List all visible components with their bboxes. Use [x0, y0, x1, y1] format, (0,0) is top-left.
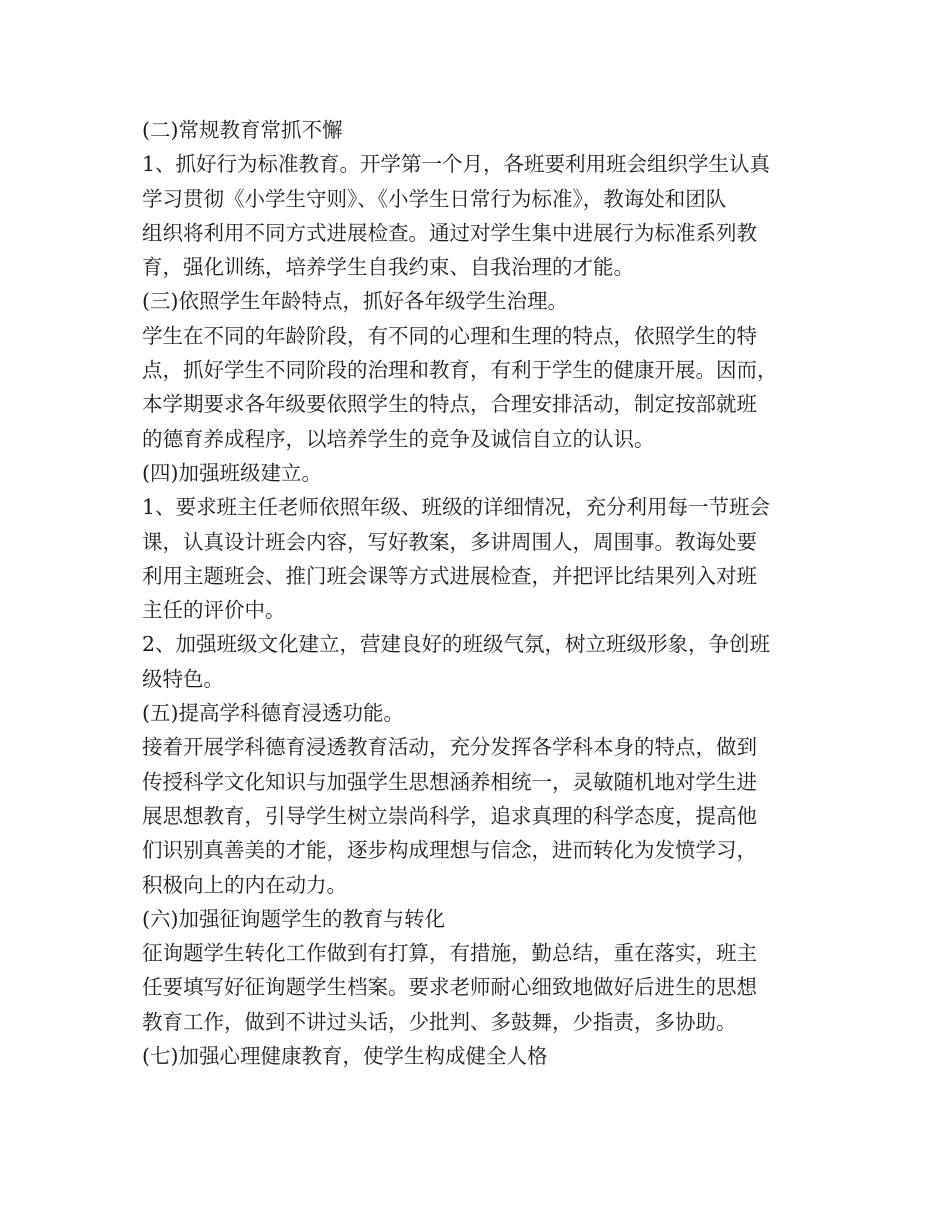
paragraph-line: 接着开展学科德育浸透教育活动，充分发挥各学科本身的特点，做到	[142, 735, 757, 760]
paragraph-line: 利用主题班会、推门班会课等方式进展检查，并把评比结果列入对班	[142, 563, 757, 588]
document-body	[142, 113, 814, 1073]
paragraph-line: 级特色。	[142, 666, 224, 691]
paragraph-line: 育，强化训练，培养学生自我约束、自我治理的才能。	[142, 255, 634, 280]
paragraph-line: 展思想教育，引导学生树立崇尚科学，追求真理的科学态度，提高他	[142, 803, 757, 828]
paragraph-line: 们识别真善美的才能，逐步构成理想与信念，进而转化为发愤学习，	[142, 838, 757, 863]
paragraph-line: 教育工作，做到不讲过头话，少批判、多鼓舞，少指责，多协助。	[142, 1009, 737, 1034]
paragraph-line: 积极向上的内在动力。	[142, 872, 347, 897]
paragraph-line: 主任的评价中。	[142, 598, 286, 623]
paragraph-line: 学生在不同的年龄阶段，有不同的心理和生理的特点，依照学生的特	[142, 323, 757, 348]
paragraph-line: 1、要求班主任老师依照年级、班级的详细情况，充分利用每一节班会	[142, 495, 771, 520]
heading-section-4: (四)加强班级建立。	[142, 460, 322, 485]
paragraph-line: 点，抓好学生不同阶段的治理和教育，有利于学生的健康开展。因而，	[142, 358, 778, 383]
paragraph-line: 本学期要求各年级要依照学生的特点，合理安排活动，制定按部就班	[142, 392, 757, 417]
paragraph-line: 学习贯彻《小学生守则》、《小学生日常行为标准》，教诲处和团队	[142, 186, 727, 211]
heading-section-5: (五)提高学科德育浸透功能。	[142, 701, 404, 726]
paragraph-line: 的德育养成程序，以培养学生的竞争及诚信自立的认识。	[142, 426, 655, 451]
paragraph-line: 课，认真设计班会内容，写好教案，多讲周围人，周围事。教诲处要	[142, 529, 757, 554]
paragraph-line: 征询题学生转化工作做到有打算，有措施，勤总结，重在落实，班主	[142, 941, 757, 966]
heading-section-6: (六)加强征询题学生的教育与转化	[142, 906, 445, 931]
heading-section-7: (七)加强心理健康教育，使学生构成健全人格	[142, 1044, 548, 1069]
paragraph-line: 传授科学文化知识与加强学生思想涵养相统一，灵敏随机地对学生进	[142, 769, 757, 794]
paragraph-line: 2、加强班级文化建立，营建良好的班级气氛，树立班级形象，争创班	[142, 632, 771, 657]
heading-section-2: (二)常规教育常抓不懈	[142, 118, 343, 142]
heading-section-3: (三)依照学生年龄特点，抓好各年级学生治理。	[142, 289, 568, 314]
paragraph-line: 组织将利用不同方式进展检查。通过对学生集中进展行为标准系列教	[142, 220, 757, 245]
paragraph-line: 任要填写好征询题学生档案。要求老师耐心细致地做好后进生的思想	[142, 975, 757, 1000]
paragraph-line: 1、抓好行为标准教育。开学第一个月，各班要利用班会组织学生认真	[142, 152, 771, 177]
